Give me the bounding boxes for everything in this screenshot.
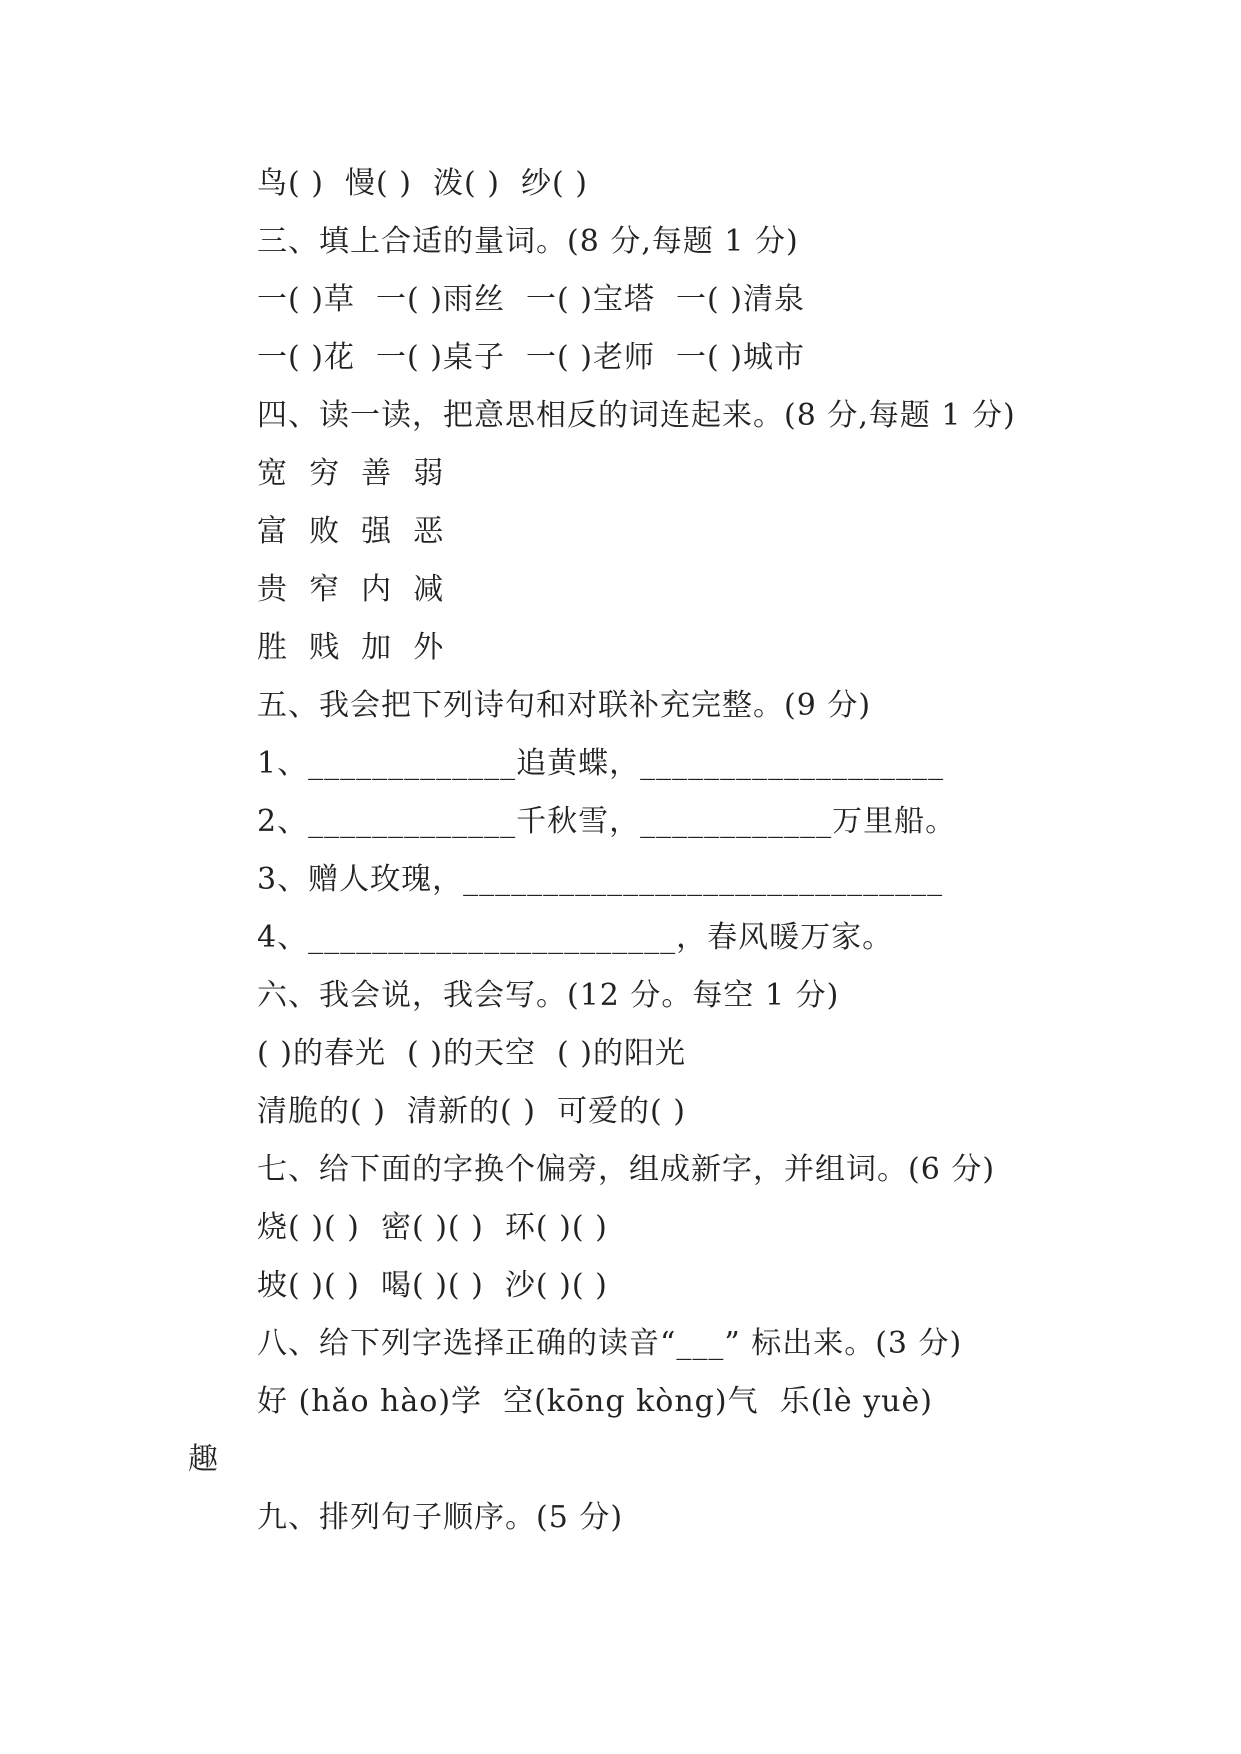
poem-item-4: 4、_______________________，春风暖万家。 (257, 920, 894, 955)
poem-item-1: 1、_____________追黄蝶，___________________ (257, 746, 945, 781)
section-7-heading: 七、给下面的字换个偏旁，组成新字，并组词。(6 分) (257, 1152, 996, 1187)
section-3-heading: 三、填上合适的量词。(8 分,每题 1 分) (257, 224, 799, 259)
antonym-row-2: 富 败 强 恶 (257, 514, 445, 549)
section-6-heading: 六、我会说，我会写。(12 分。每空 1 分) (257, 978, 840, 1013)
describe-row-1: ( )的春光 ( )的天空 ( )的阳光 (257, 1036, 686, 1071)
measure-word-row-1: 一( )草 一( )雨丝 一( )宝塔 一( )清泉 (257, 282, 805, 317)
section-8-heading: 八、给下列字选择正确的读音“___” 标出来。(3 分) (257, 1326, 963, 1361)
radical-row-2: 坡( )( ) 喝( )( ) 沙( )( ) (257, 1268, 608, 1303)
antonym-row-1: 宽 穷 善 弱 (257, 456, 445, 491)
antonym-row-4: 胜 贱 加 外 (257, 630, 445, 665)
radical-row-1: 烧( )( ) 密( )( ) 环( )( ) (257, 1210, 608, 1245)
char-bracket-row: 鸟( ) 慢( ) 泼( ) 纱( ) (257, 166, 588, 201)
measure-word-row-2: 一( )花 一( )桌子 一( )老师 一( )城市 (257, 340, 805, 375)
poem-item-2: 2、_____________千秋雪，____________万里船。 (257, 804, 957, 839)
describe-row-2: 清脆的( ) 清新的( ) 可爱的( ) (257, 1094, 686, 1129)
section-9-heading: 九、排列句子顺序。(5 分) (257, 1500, 624, 1535)
pinyin-row-continuation: 趣 (188, 1442, 219, 1477)
section-5-heading: 五、我会把下列诗句和对联补充完整。(9 分) (257, 688, 872, 723)
poem-item-3: 3、赠人玫瑰，______________________________ (257, 862, 944, 897)
pinyin-row: 好 (hǎo hào)学 空(kōng kòng)气 乐(lè yuè) (257, 1384, 933, 1419)
section-4-heading: 四、读一读，把意思相反的词连起来。(8 分,每题 1 分) (257, 398, 1016, 433)
antonym-row-3: 贵 窄 内 减 (257, 572, 445, 607)
